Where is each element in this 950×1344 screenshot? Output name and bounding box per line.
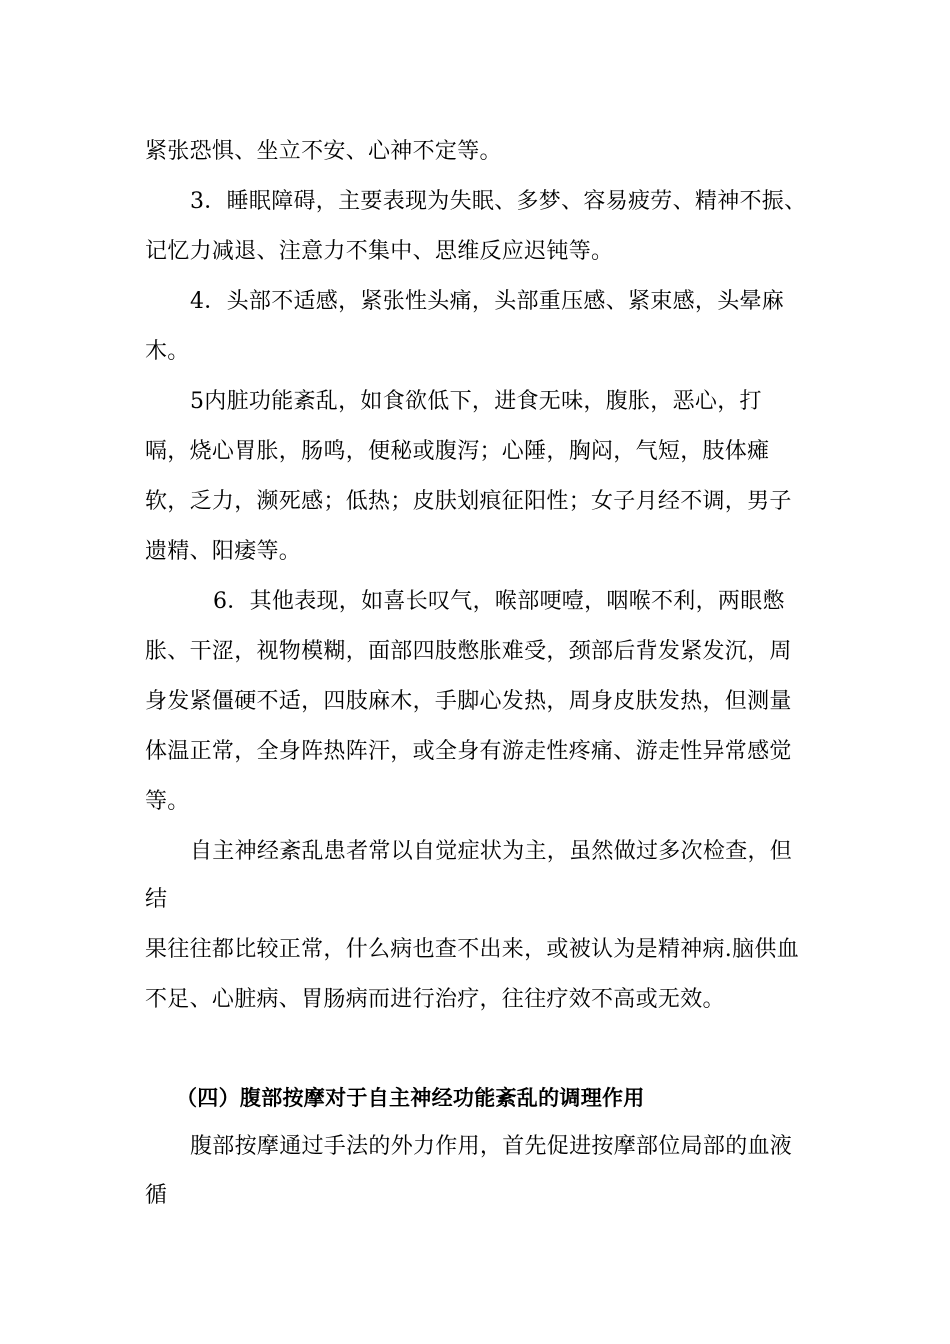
paragraph-line: 体温正常，全身阵热阵汗，或全身有游走性疼痛、游走性异常感觉 [145, 739, 792, 764]
paragraph-line: 不足、心脏病、胃肠病而进行治疗，往往疗效不高或无效。 [145, 987, 725, 1012]
paragraph-line: 嗝，烧心胃胀，肠鸣，便秘或腹泻；心陲，胸闷，气短，肢体瘫 [145, 439, 770, 464]
paragraph-line: 果往往都比较正常，什么病也查不出来，或被认为是精神病.脑供血 [145, 937, 799, 962]
paragraph-line: 紧张恐惧、坐立不安、心神不定等。 [145, 139, 502, 164]
paragraph-line: 自主神经紊乱患者常以自觉症状为主，虽然做过多次检查，但 [190, 839, 793, 864]
paragraph-line: 3．睡眠障碍，主要表现为失眠、多梦、容易疲劳、精神不振、 [190, 189, 807, 214]
paragraph-line: 腹部按摩通过手法的外力作用，首先促进按摩部位局部的血液 [190, 1134, 793, 1159]
paragraph-line: 结 [145, 887, 168, 912]
paragraph-line: 5内脏功能紊乱，如食欲低下，进食无味，腹胀，恶心，打 [190, 389, 762, 414]
paragraph-line: 4．头部不适感，紧张性头痛，头部重压感、紧束感，头晕麻 [190, 289, 785, 314]
paragraph-line: 6．其他表现，如喜长叹气，喉部哽噎，咽喉不利，两眼憋 [213, 589, 785, 614]
paragraph-line: 记忆力减退、注意力不集中、思维反应迟钝等。 [145, 239, 614, 264]
paragraph-line: 等。 [145, 789, 190, 814]
paragraph-line: 软，乏力，濒死感；低热；皮肤划痕征阳性；女子月经不调，男子 [145, 489, 792, 514]
paragraph-line: 循 [145, 1183, 168, 1208]
paragraph-line: 身发紧僵硬不适，四肢麻木，手脚心发热，周身皮肤发热，但测量 [145, 689, 792, 714]
section-heading: （四）腹部按摩对于自主神经功能紊乱的调理作用 [176, 1086, 645, 1110]
paragraph-line: 遗精、阳痿等。 [145, 539, 302, 564]
paragraph-line: 木。 [145, 339, 190, 364]
paragraph-line: 胀、干涩，视物模糊，面部四肢憋胀难受，颈部后背发紧发沉，周 [145, 639, 792, 664]
